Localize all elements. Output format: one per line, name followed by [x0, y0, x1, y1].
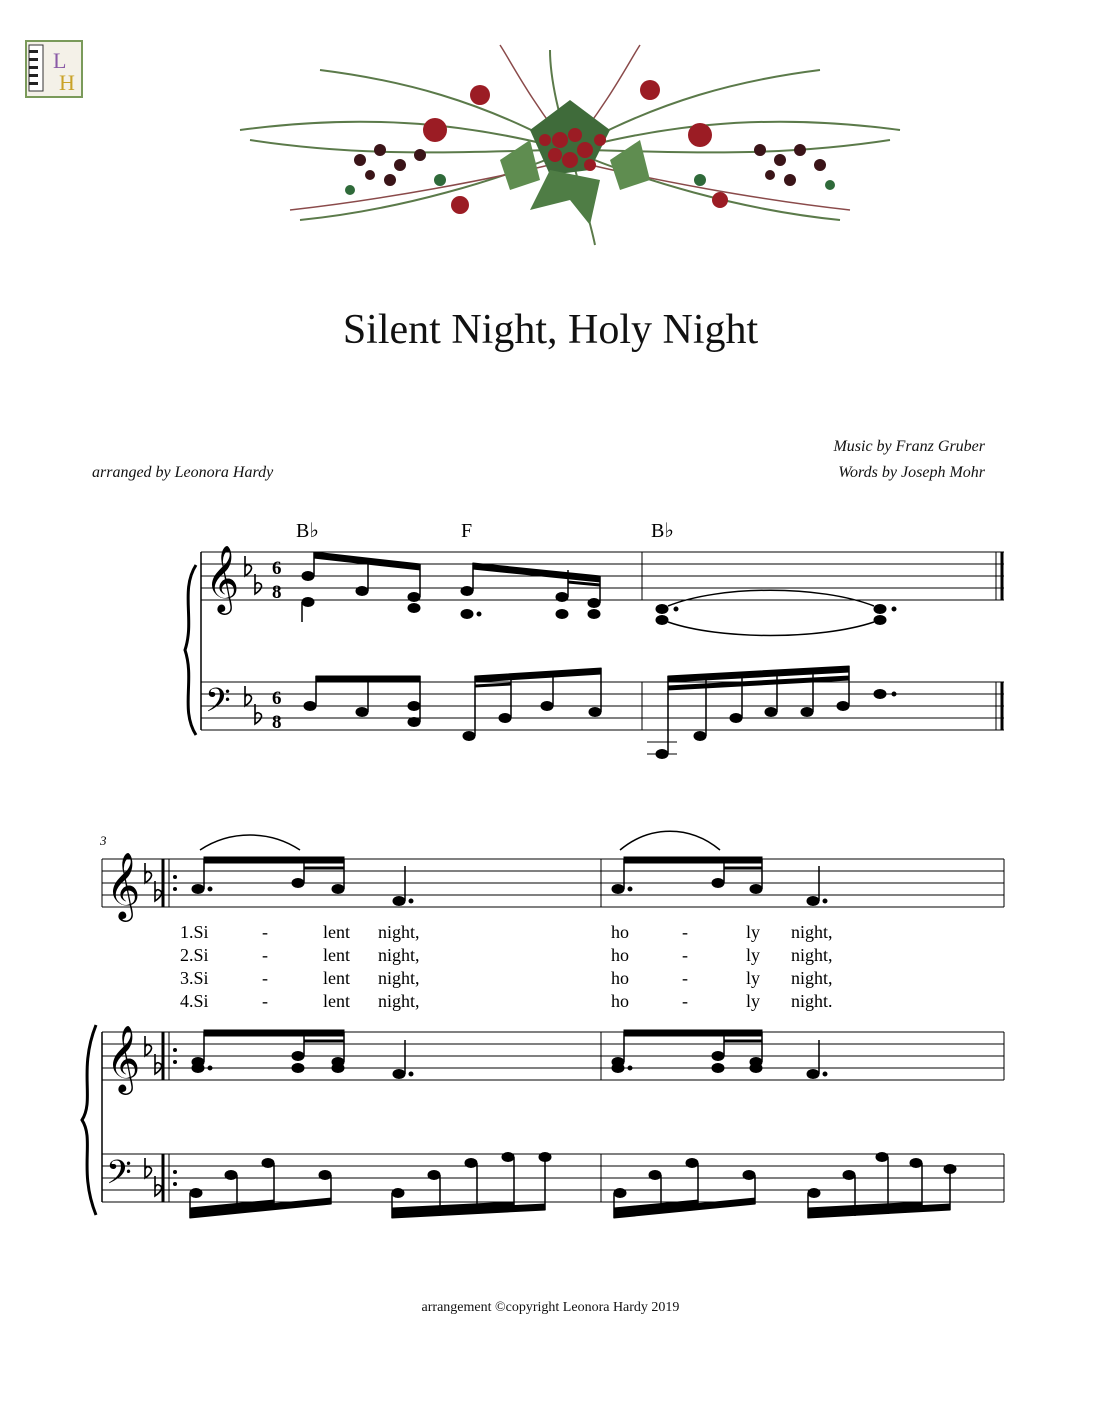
system-1 — [185, 544, 1004, 759]
lyric-syllable: 3.Si — [180, 968, 209, 988]
bass-clef-icon: 𝄢 — [106, 1154, 132, 1200]
piano-left-hand-notes — [190, 1153, 956, 1219]
piano-treble-staff — [102, 1032, 1004, 1080]
lyric-syllable: ho — [611, 991, 629, 1011]
bass-notes — [304, 666, 896, 759]
time-signature-bottom: 8 — [272, 712, 282, 733]
arranger-credit: arranged by Leonora Hardy — [92, 464, 274, 481]
lyric-syllable: - — [262, 922, 268, 942]
measure-number: 3 — [100, 833, 107, 848]
bass-staff — [201, 682, 1004, 730]
lyric-syllable: night, — [378, 922, 420, 942]
lyric-syllable: ho — [611, 968, 629, 988]
words-credit: Words by Joseph Mohr — [838, 464, 985, 481]
lyric-syllable: night, — [791, 968, 833, 988]
lyric-syllable: ho — [611, 922, 629, 942]
system-2 — [82, 831, 1004, 1218]
tie — [668, 590, 874, 606]
lyric-syllable: - — [682, 968, 688, 988]
lyric-syllable: ho — [611, 945, 629, 965]
lyric-syllable: 4.Si — [180, 991, 209, 1011]
logo-letter: L — [53, 48, 67, 73]
chord-symbol: B♭ — [296, 520, 319, 542]
lyric-syllable: ly — [746, 968, 761, 988]
slur — [200, 835, 300, 850]
lyric-syllable: night, — [791, 922, 833, 942]
lyric-syllable: ly — [746, 991, 761, 1011]
time-signature-bottom: 8 — [272, 582, 282, 603]
grand-staff-brace — [82, 1025, 96, 1215]
lyric-syllable: - — [682, 991, 688, 1011]
lyric-syllable: lent — [323, 922, 350, 942]
lyric-syllable: lent — [323, 991, 350, 1011]
lyric-syllable: ly — [746, 922, 761, 942]
lyric-syllable: - — [682, 922, 688, 942]
page-title: Silent Night, Holy Night — [342, 307, 759, 353]
lyrics — [180, 922, 833, 1011]
time-signature-top: 6 — [272, 558, 282, 579]
lyric-syllable: 2.Si — [180, 945, 209, 965]
chord-symbol: B♭ — [651, 520, 674, 542]
melody-notes — [192, 857, 827, 906]
lyric-syllable: 1.Si — [180, 922, 209, 942]
lyric-syllable: night, — [378, 945, 420, 965]
music-credit: Music by Franz Gruber — [833, 438, 985, 455]
copyright-notice: arrangement ©copyright Leonora Hardy 2019 — [421, 1300, 680, 1315]
lyric-syllable: - — [262, 945, 268, 965]
lyric-syllable: night. — [791, 991, 833, 1011]
tie — [668, 622, 874, 636]
lyric-syllable: ly — [746, 945, 761, 965]
lyric-syllable: lent — [323, 945, 350, 965]
lyric-syllable: - — [682, 945, 688, 965]
logo-letter: H — [59, 70, 75, 95]
lyric-syllable: night, — [791, 945, 833, 965]
bass-clef-icon: 𝄢 — [205, 682, 231, 728]
lyric-syllable: night, — [378, 991, 420, 1011]
lyric-syllable: lent — [323, 968, 350, 988]
voice-staff — [102, 859, 1004, 907]
lyric-syllable: - — [262, 991, 268, 1011]
chord-symbol: F — [461, 520, 473, 542]
lyric-syllable: night, — [378, 968, 420, 988]
treble-clef-icon: 𝄞 — [106, 1024, 141, 1092]
time-signature-top: 6 — [272, 688, 282, 709]
treble-clef-icon: 𝄞 — [205, 544, 240, 612]
treble-clef-icon: 𝄞 — [106, 851, 141, 919]
lyric-syllable: - — [262, 968, 268, 988]
grand-staff-brace — [185, 565, 196, 735]
slur — [620, 831, 720, 850]
piano-right-hand-notes — [192, 1030, 827, 1079]
